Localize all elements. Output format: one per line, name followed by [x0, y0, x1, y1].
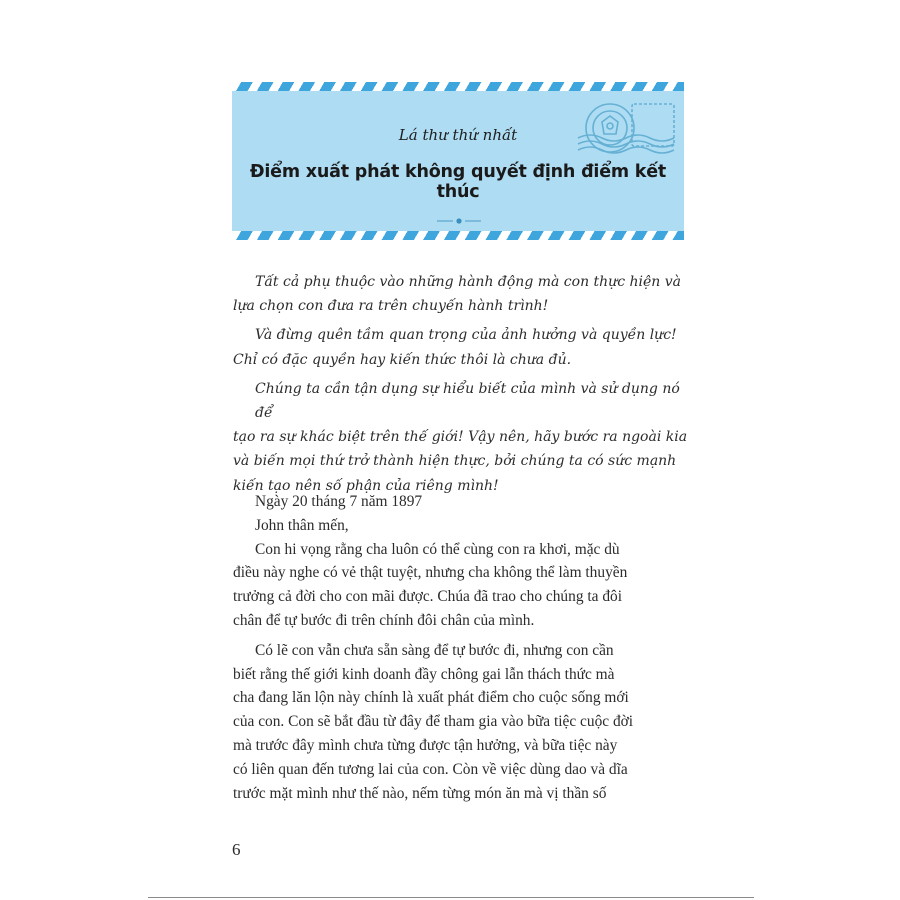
text-line: Chúng ta cần tận dụng sự hiểu biết của mình và sử dụng nó để [255, 380, 680, 422]
intro-paragraph [233, 323, 693, 371]
airmail-stripe-top [232, 82, 684, 91]
text-line: có liên quan đến tương lai của con. Còn về việc dùng dao và dĩa [233, 760, 628, 778]
airmail-stripe-bottom [232, 231, 684, 240]
text-line: Có lẽ con vẫn chưa sẵn sàng để tự bước đi, nhưng con cần [255, 641, 614, 659]
text-line: lựa chọn con đưa ra trên chuyến hành trình! [233, 298, 549, 315]
text-line: chân để tự bước đi trên chính đôi chân của mình. [233, 611, 535, 629]
bottom-divider-line [148, 897, 754, 898]
letter-date: Ngày 20 tháng 7 năm 1897 [255, 493, 423, 510]
text-line: trước mặt mình như thế nào, nếm từng món ăn mà vị thần số [233, 784, 607, 802]
text-line: và biến mọi thứ trở thành hiện thực, bởi chúng ta có sức mạnh [233, 453, 677, 470]
ornament-divider-icon [437, 217, 481, 225]
letter-body [233, 490, 693, 805]
page-number: 6 [232, 840, 241, 859]
text-line: trưởng cả đời cho con mãi được. Chúa đã trao cho chúng ta đôi [233, 588, 622, 606]
chapter-header-banner [232, 82, 684, 240]
text-line: điều này nghe có vẻ thật tuyệt, nhưng cha không thể làm thuyền [233, 564, 628, 582]
chapter-title: Điểm xuất phát không quyết định điểm kết thúc [249, 162, 667, 202]
text-line: kiến tạo nên số phận của riêng mình! [233, 477, 499, 494]
chapter-subtitle: Lá thư thứ nhất [398, 126, 518, 144]
text-line: Con hi vọng rằng cha luôn có thể cùng con ra khơi, mặc dù [255, 540, 620, 558]
intro-paragraph [233, 270, 693, 318]
text-line: cha đang lăn lộn này chính là xuất phát điểm cho cuộc sống mới [233, 689, 629, 707]
letter-salutation: John thân mến, [255, 516, 349, 534]
text-line: Chỉ có đặc quyền hay kiến thức thôi là chưa đủ. [233, 351, 572, 368]
intro-italic-block [233, 270, 693, 503]
text-line: của con. Con sẽ bắt đầu từ đây để tham gia vào bữa tiệc cuộc đời [233, 713, 634, 731]
text-line: Tất cả phụ thuộc vào những hành động mà con thực hiện và [255, 274, 681, 290]
text-line: mà trước đây mình chưa từng được tận hưởng, và bữa tiệc này [233, 736, 618, 754]
text-line: tạo ra sự khác biệt trên thế giới! Vậy nên, hãy bước ra ngoài kia [233, 429, 688, 446]
text-line: Và đừng quên tầm quan trọng của ảnh hưởng và quyền lực! [255, 327, 677, 344]
text-line: biết rằng thế giới kinh doanh đầy chông gai lẫn thách thức mà [233, 665, 615, 683]
intro-paragraph [233, 377, 693, 498]
